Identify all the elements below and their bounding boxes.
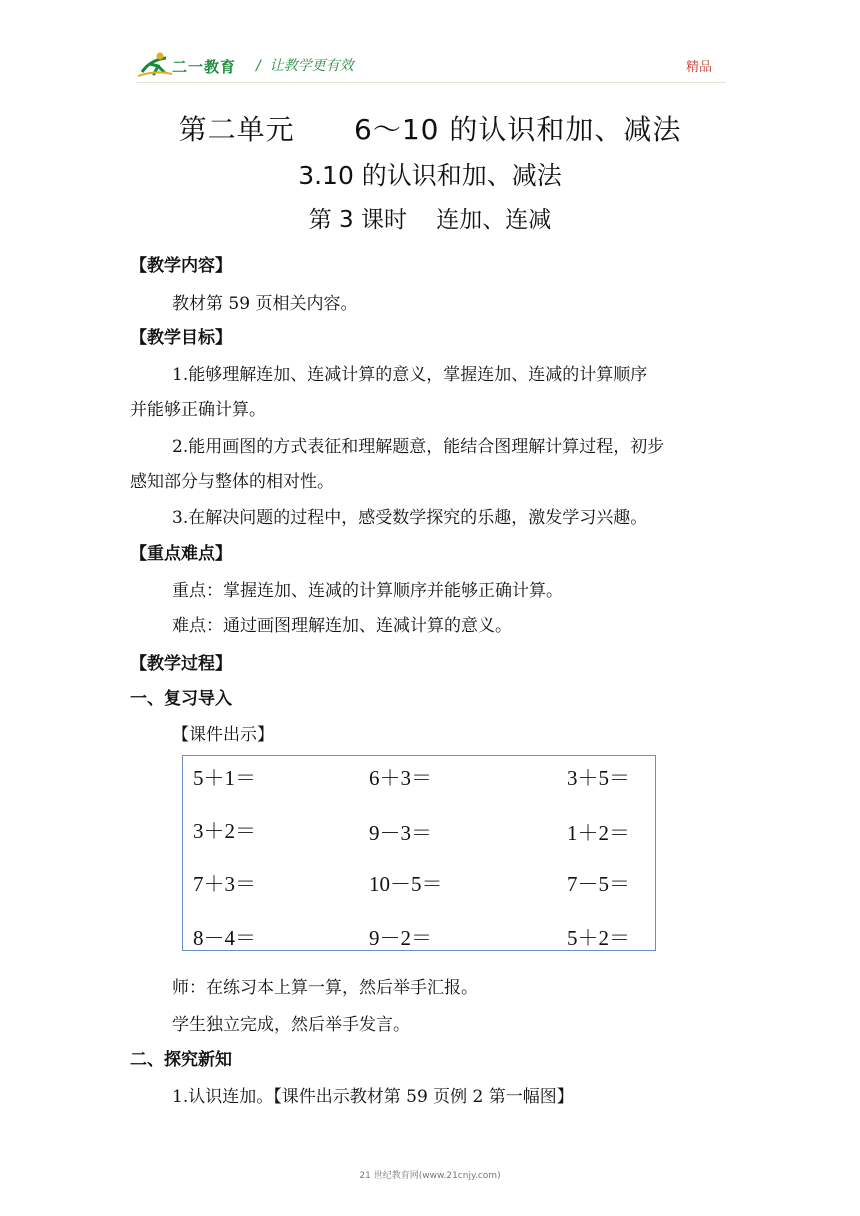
exercise-cell: 10－5＝: [369, 872, 443, 896]
part-1-heading: 一、复习导入: [130, 689, 232, 709]
header-divider: [136, 82, 726, 83]
goal-1-line-1: 1.能够理解连加、连减计算的意义，掌握连加、连减的计算顺序: [172, 365, 648, 385]
slogan-text: 让教学更有效: [269, 58, 354, 74]
difficult-point: 难点：通过画图理解连加、连减计算的意义。: [172, 616, 512, 636]
exercise-cell: 7＋3＝: [193, 872, 256, 896]
exercise-cell: 1＋2＝: [567, 821, 630, 845]
page-header: [0, 0, 860, 90]
exercise-cell: 6＋3＝: [369, 766, 432, 790]
exercise-cell: 9－3＝: [369, 821, 432, 845]
goal-2-line-2: 感知部分与整体的相对性。: [130, 472, 334, 492]
slogan-separator: /: [256, 58, 261, 74]
goal-3: 3.在解决问题的过程中，感受数学探究的乐趣，激发学习兴趣。: [172, 508, 648, 528]
teacher-instruction: 师：在练习本上算一算，然后举手汇报。: [172, 978, 478, 998]
premium-badge: 精品: [686, 60, 713, 75]
header-slogan: [256, 55, 354, 75]
goal-2-line-1: 2.能用画图的方式表征和理解题意，能结合图理解计算过程，初步: [172, 437, 665, 457]
exercise-cell: 3＋2＝: [193, 819, 256, 843]
step-1: 1.认识连加。【课件出示教材第 59 页例 2 第一幅图】: [172, 1087, 574, 1107]
exercise-cell: 3＋5＝: [567, 766, 630, 790]
section-title: 3.10 的认识和加、减法: [298, 161, 562, 190]
exercise-cell: 7－5＝: [567, 872, 630, 896]
heading-key-points: 【重点难点】: [130, 544, 232, 564]
heading-teaching-process: 【教学过程】: [130, 654, 232, 674]
teaching-content-text: 教材第 59 页相关内容。: [172, 294, 358, 314]
student-activity: 学生独立完成，然后举手发言。: [172, 1015, 410, 1035]
page-footer: 21 世纪教育网(www.21cnjy.com): [359, 1171, 501, 1181]
key-point: 重点：掌握连加、连减的计算顺序并能够正确计算。: [172, 581, 563, 601]
exercise-box: [182, 755, 656, 951]
lesson-title: 第 3 课时 连加、连减: [308, 207, 552, 233]
heading-teaching-goals: 【教学目标】: [130, 328, 232, 348]
exercise-cell: 5＋1＝: [193, 766, 256, 790]
exercise-cell: 5＋2＝: [567, 926, 630, 950]
part-2-heading: 二、探究新知: [130, 1050, 232, 1070]
unit-title: 第二单元 6～10 的认识和加、减法: [178, 113, 682, 146]
logo-text: 二一教育: [172, 58, 237, 76]
heading-teaching-content: 【教学内容】: [130, 256, 232, 276]
exercise-cell: 9－2＝: [369, 926, 432, 950]
courseware-label: 【课件出示】: [172, 725, 274, 745]
goal-1-line-2: 并能够正确计算。: [130, 400, 266, 420]
exercise-cell: 8－4＝: [193, 926, 256, 950]
